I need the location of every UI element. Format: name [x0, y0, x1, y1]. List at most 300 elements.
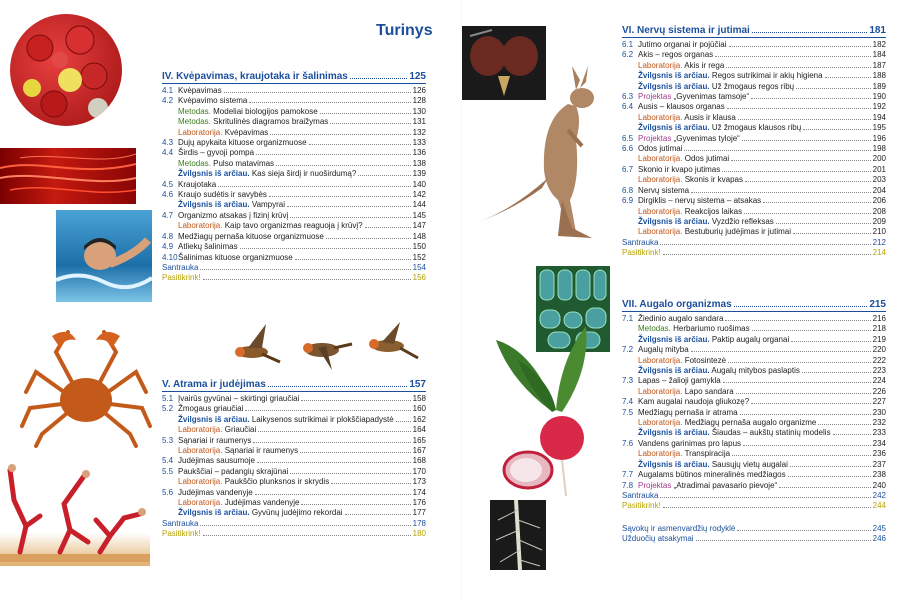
page-number: 238	[872, 470, 886, 480]
page-number: 174	[412, 487, 426, 497]
toc-entry[interactable]	[162, 86, 426, 96]
entry-title	[178, 200, 285, 210]
entry-title	[178, 446, 298, 456]
entry-title	[178, 138, 307, 148]
page-number: 232	[872, 418, 886, 428]
entry-text: Odos jutimai	[684, 154, 730, 164]
toc-list	[162, 86, 426, 263]
entry-text: Dirgiklis – nervų sistema – atsakas	[638, 196, 762, 206]
entry-text: Skritulinės diagramos braižymas	[213, 117, 329, 127]
entry-kind: Laboratorija.	[178, 127, 223, 137]
entry-text: Augalų mitybos paslaptis	[711, 366, 800, 376]
entry-text: Vandens garinimas pro lapus	[638, 438, 742, 448]
section-number: 7.8	[622, 480, 634, 490]
toc-entry[interactable]	[162, 242, 426, 252]
toc-entry[interactable]	[162, 180, 426, 190]
toc-entry[interactable]	[622, 154, 886, 164]
page-number: 162	[412, 414, 426, 424]
toc-entry[interactable]	[622, 196, 886, 206]
toc-entry[interactable]	[622, 345, 886, 355]
page-number: 216	[872, 314, 886, 323]
entry-title	[638, 40, 727, 50]
swimmer-photo	[56, 210, 152, 302]
entry-title	[638, 460, 788, 470]
chapter-heading[interactable]: V. Atrama ir judėjimas 157	[162, 379, 426, 390]
toc-entry[interactable]	[162, 211, 426, 221]
toc-entry[interactable]	[622, 217, 886, 227]
toc-entry[interactable]	[622, 397, 886, 407]
entry-title	[178, 180, 216, 190]
chapter-heading[interactable]: VII. Augalo organizmas 215	[622, 299, 886, 310]
toc-entry[interactable]	[162, 477, 426, 487]
entry-text: Bestuburių judėjimas ir jutimai	[684, 227, 791, 237]
section-number: 6.6	[622, 144, 634, 154]
page-number: 167	[412, 446, 426, 456]
toc-entry[interactable]	[622, 71, 886, 81]
page-number: 164	[412, 425, 426, 435]
toc-entry[interactable]	[162, 436, 426, 446]
entry-kind: Žvilgsnis iš arčiau.	[638, 123, 710, 133]
entry-text: Vyzdžio refleksas	[711, 216, 774, 226]
crab-photo	[16, 322, 156, 450]
entry-title	[638, 186, 689, 196]
page-number: 145	[412, 210, 426, 220]
toc-entry[interactable]	[162, 190, 426, 200]
left-page	[0, 0, 461, 600]
entry-text: Vampyrai	[251, 200, 286, 210]
radish-photo	[490, 320, 616, 500]
page-number: 234	[872, 438, 886, 448]
page-number: 126	[412, 86, 426, 95]
entry-title	[638, 376, 721, 386]
entry-text: Regos sutrikimai ir akių higiena	[711, 71, 823, 81]
toc-entry[interactable]	[622, 50, 886, 60]
toc-entry[interactable]	[622, 207, 886, 217]
toc-entry[interactable]	[162, 169, 426, 179]
entry-title	[638, 82, 794, 92]
section-number: 6.9	[622, 196, 634, 206]
page-number: 168	[412, 456, 426, 466]
entry-text: Organizmo atsakas į fizinį krūvį	[178, 210, 289, 220]
section-number: 5.6	[162, 487, 174, 497]
self-check-entry[interactable]: Pasitikrink! 244	[622, 501, 886, 511]
entry-title	[638, 71, 823, 81]
entry-text: Jutimo organai ir pojūčiai	[638, 40, 727, 49]
toc-entry[interactable]	[622, 324, 886, 334]
entry-text: Kraujo sudėtis ir savybės	[178, 190, 267, 200]
entry-text: Judėjimas vandenyje	[224, 498, 300, 508]
index-entry[interactable]: Sąvokų ir asmenvardžių rodyklė 245	[622, 523, 886, 533]
entry-title	[638, 61, 724, 71]
entry-title	[178, 425, 256, 435]
entry-title	[638, 217, 774, 227]
section-number: 4.7	[162, 210, 174, 220]
toc-entry[interactable]	[622, 418, 886, 428]
toc-entry[interactable]	[162, 498, 426, 508]
toc-entry[interactable]	[162, 138, 426, 148]
toc-entry[interactable]	[622, 366, 886, 376]
summary-entry[interactable]: Santrauka 154	[162, 262, 426, 272]
entry-title	[638, 144, 682, 154]
section-number: 4.5	[162, 179, 174, 189]
entry-text: Žmogaus griaučiai	[178, 404, 244, 414]
toc-chapter-vii	[622, 298, 886, 545]
page-number: 220	[872, 345, 886, 355]
toc-entry[interactable]	[622, 460, 886, 470]
page-number: 184	[872, 50, 886, 60]
entry-title	[178, 169, 356, 179]
entry-title	[178, 253, 293, 263]
entry-text: Medžiagų pernaša ir atrama	[638, 407, 738, 417]
entry-text: Skonio ir kvapo jutimas	[638, 164, 721, 174]
entry-kind: Metodas.	[638, 324, 671, 334]
toc-entry[interactable]	[622, 387, 886, 397]
self-check-entry[interactable]: Pasitikrink! 156	[162, 273, 426, 283]
page-number: 210	[872, 227, 886, 237]
page-number: 128	[412, 96, 426, 106]
entry-title	[638, 165, 720, 175]
page-number: 188	[872, 71, 886, 81]
entry-text: Lapas – žalioji gamykla	[638, 376, 721, 386]
section-number: 7.7	[622, 470, 634, 480]
entry-kind: Laboratorija.	[638, 175, 683, 185]
toc-entry[interactable]	[162, 488, 426, 498]
page-number: 189	[872, 81, 886, 91]
section-number: 5.2	[162, 404, 174, 414]
section-number: 5.3	[162, 435, 174, 445]
entry-text: Žiedinio augalo sandara	[638, 314, 724, 323]
toc-entry[interactable]	[162, 159, 426, 169]
page-number: 219	[872, 334, 886, 344]
section-number: 4.10	[162, 252, 178, 262]
entry-text: Šiaudas – aukštų statinių modelis	[711, 428, 831, 438]
entry-kind: Laboratorija.	[638, 112, 683, 122]
entry-title	[638, 481, 777, 491]
toc-entry[interactable]	[162, 467, 426, 477]
toc-entry[interactable]	[622, 314, 886, 324]
entry-text: Atliekų šalinimas	[178, 242, 238, 252]
entry-text: Už žmogaus klausos ribų	[711, 123, 802, 133]
entry-text: Sąnariai ir raumenys	[224, 446, 299, 456]
toc-entry[interactable]	[622, 470, 886, 480]
page-number: 147	[412, 221, 426, 231]
toc-entry[interactable]	[162, 253, 426, 263]
page-number: 130	[412, 106, 426, 116]
page-number: 176	[412, 498, 426, 508]
page-number: 237	[872, 459, 886, 469]
entry-kind: Projektas	[638, 133, 672, 143]
chapter-heading[interactable]: IV. Kvėpavimas, kraujotaka ir šalinimas 125	[162, 71, 426, 82]
answers-entry[interactable]: Užduočių atsakymai 246	[622, 534, 886, 544]
toc-entry[interactable]	[162, 232, 426, 242]
page-number: 158	[412, 394, 426, 403]
entry-kind: Laboratorija.	[178, 446, 223, 456]
section-number: 7.2	[622, 345, 634, 355]
entry-text: Kraujotaka	[178, 179, 217, 189]
section-number: 7.1	[622, 314, 634, 323]
entry-title	[178, 436, 251, 446]
entry-text: Šalinimas kituose organizmuose	[178, 252, 293, 262]
toc-entry[interactable]	[622, 113, 886, 123]
toc-entry[interactable]	[622, 82, 886, 92]
entry-text: Kaip tavo organizmas reaguoja į krūvį?	[224, 221, 363, 231]
entry-title	[178, 148, 254, 158]
toc-entry[interactable]	[622, 449, 886, 459]
entry-kind: Laboratorija.	[638, 206, 683, 216]
page-number: 226	[872, 386, 886, 396]
toc-entry[interactable]	[162, 446, 426, 456]
page-number: 132	[412, 127, 426, 137]
toc-entry[interactable]	[622, 40, 886, 50]
entry-title	[178, 107, 318, 117]
page-number: 209	[872, 216, 886, 226]
entry-text: Odos jutimai	[638, 144, 683, 154]
entry-title	[638, 113, 736, 123]
page-number: 138	[412, 158, 426, 168]
entry-kind: Metodas.	[178, 106, 211, 116]
entry-text: Paktip augalų organai	[711, 334, 790, 344]
entry-title	[638, 439, 741, 449]
toc-entry[interactable]	[162, 117, 426, 127]
entry-title	[638, 175, 743, 185]
entry-kind: Laboratorija.	[638, 449, 683, 459]
entry-title	[638, 408, 738, 418]
entry-text: Įvairūs gyvūnai – skirtingi griaučiai	[178, 394, 300, 403]
entry-kind: Žvilgsnis iš arčiau.	[178, 200, 250, 210]
entry-text: Reakcijos laikas	[684, 206, 743, 216]
entry-title	[638, 227, 791, 237]
entry-title	[178, 159, 274, 169]
section-number: 5.1	[162, 394, 174, 403]
summary-entry[interactable]: Santrauka 242	[622, 490, 886, 500]
entry-title	[638, 356, 726, 366]
entry-kind: Žvilgsnis iš arčiau.	[178, 414, 250, 424]
toc-entry[interactable]	[622, 428, 886, 438]
entry-kind: Žvilgsnis iš arčiau.	[638, 459, 710, 469]
entry-text: Medžiagų pernaša kituose organizmuose	[178, 231, 324, 241]
entry-title	[638, 196, 761, 206]
toc-entry[interactable]	[622, 134, 886, 144]
entry-title	[638, 154, 729, 164]
flying-birds-photo	[222, 318, 422, 376]
entry-title	[178, 456, 255, 466]
toc-entry[interactable]	[622, 61, 886, 71]
toc-entry[interactable]	[622, 165, 886, 175]
toc-entry[interactable]	[622, 175, 886, 185]
entry-kind: Projektas	[638, 480, 672, 490]
section-number: 5.4	[162, 456, 174, 466]
toc-entry[interactable]	[622, 102, 886, 112]
entry-title	[178, 211, 288, 221]
page-number: 236	[872, 449, 886, 459]
toc-entry[interactable]	[162, 148, 426, 158]
page-number: 133	[412, 138, 426, 148]
page-number: 227	[872, 397, 886, 407]
entry-title	[178, 86, 222, 96]
entry-text: Akis ir rega	[684, 60, 725, 70]
toc-entry[interactable]	[622, 356, 886, 366]
entry-text: Ausis – klausos organas	[638, 102, 725, 112]
toc-entry[interactable]	[622, 227, 886, 237]
toc-entry[interactable]	[622, 408, 886, 418]
section-number: 6.3	[622, 92, 634, 102]
entry-text: Lapo sandara	[684, 386, 734, 396]
toc-entry[interactable]	[162, 394, 426, 404]
entry-title	[638, 397, 749, 407]
toc-entry[interactable]	[622, 439, 886, 449]
entry-title	[638, 314, 723, 324]
entry-title	[638, 92, 749, 102]
entry-title	[638, 123, 801, 133]
entry-kind: Laboratorija.	[178, 477, 223, 487]
entry-kind: Žvilgsnis iš arčiau.	[638, 216, 710, 226]
entry-text: Laikysenos sutrikimai ir plokščiapadystė	[251, 414, 394, 424]
entry-title	[178, 242, 238, 252]
section-number: 7.6	[622, 438, 634, 448]
toc-entry[interactable]	[162, 128, 426, 138]
toc-entry[interactable]	[622, 144, 886, 154]
entry-text: Judėjimas sausumoje	[178, 456, 255, 466]
entry-text: „Gyvenimas tyloje“	[673, 133, 740, 143]
section-number: 6.4	[622, 102, 634, 112]
entry-text: Dujų apykaita kituose organizmuose	[178, 138, 307, 148]
entry-text: Sąnariai ir raumenys	[178, 435, 252, 445]
page-number: 230	[872, 407, 886, 417]
entry-title	[178, 190, 267, 200]
self-check-entry[interactable]: Pasitikrink! 180	[162, 529, 426, 539]
page-number: 192	[872, 102, 886, 112]
toc-entry[interactable]	[162, 221, 426, 231]
section-number: 7.4	[622, 397, 634, 407]
entry-text: Herbariumo ruošimas	[673, 324, 750, 334]
gymnast-photo	[0, 456, 150, 566]
entry-text: Ausis ir klausa	[684, 112, 736, 122]
entry-title	[178, 477, 329, 487]
self-check-entry[interactable]: Pasitikrink! 214	[622, 248, 886, 258]
page-number: 196	[872, 133, 886, 143]
entry-text: Griaučiai	[224, 425, 257, 435]
entry-title	[178, 404, 243, 414]
section-number: 4.8	[162, 231, 174, 241]
page-number: 218	[872, 324, 886, 334]
entry-text: Paukščio plunksnos ir skrydis	[224, 477, 330, 487]
toc-entry[interactable]	[162, 96, 426, 106]
entry-title	[638, 50, 713, 60]
entry-title	[638, 418, 816, 428]
toc-entry[interactable]	[162, 456, 426, 466]
page-number: 200	[872, 154, 886, 164]
entry-kind: Žvilgsnis iš arčiau.	[178, 169, 250, 179]
page-number: 224	[872, 376, 886, 386]
toc-entry[interactable]	[162, 107, 426, 117]
page-number: 140	[412, 179, 426, 189]
entry-title	[638, 428, 831, 438]
page-number: 131	[412, 117, 426, 127]
page-number: 150	[412, 242, 426, 252]
entry-text: Kas sieja širdį ir nuoširdumą?	[251, 169, 357, 179]
chapter-heading[interactable]: VI. Nervų sistema ir jutimai 181	[622, 25, 886, 36]
entry-kind: Žvilgsnis iš arčiau.	[638, 81, 710, 91]
page-number: 177	[412, 508, 426, 518]
toc-list	[162, 394, 426, 519]
entry-title	[638, 449, 730, 459]
entry-kind: Žvilgsnis iš arčiau.	[638, 366, 710, 376]
entry-kind: Laboratorija.	[638, 386, 683, 396]
entry-kind: Laboratorija.	[178, 221, 223, 231]
entry-title	[178, 117, 328, 127]
toc-entry[interactable]	[622, 481, 886, 491]
entry-title	[178, 488, 253, 498]
section-number: 6.1	[622, 40, 634, 49]
toc-list	[622, 40, 886, 238]
entry-title	[638, 324, 750, 334]
entry-kind: Laboratorija.	[638, 60, 683, 70]
section-number: 4.1	[162, 86, 174, 95]
section-number: 5.5	[162, 466, 174, 476]
entry-text: Gyvūnų judėjimo rekordai	[251, 508, 343, 518]
toc-entry[interactable]	[162, 415, 426, 425]
toc-entry[interactable]	[622, 186, 886, 196]
entry-title	[638, 387, 734, 397]
entry-text: Paukščiai – padangių skrajūnai	[178, 466, 289, 476]
section-number: 7.3	[622, 376, 634, 386]
toc-entry[interactable]	[622, 123, 886, 133]
section-number: 7.5	[622, 407, 634, 417]
entry-title	[638, 366, 800, 376]
page-number: 142	[412, 190, 426, 200]
entry-text: Kam augalai naudoja gliukozę?	[638, 397, 750, 407]
toc-entry[interactable]	[622, 92, 886, 102]
entry-text: „Atradimai pavasario pievoje“	[673, 480, 778, 490]
right-page	[462, 0, 923, 600]
page-number: 165	[412, 435, 426, 445]
page-number: 195	[872, 123, 886, 133]
entry-text: Už žmogaus regos ribų	[711, 81, 795, 91]
entry-kind: Laboratorija.	[638, 154, 683, 164]
page-number: 233	[872, 428, 886, 438]
root-hairs-photo	[490, 500, 546, 570]
toc-entry[interactable]	[622, 335, 886, 345]
entry-kind: Laboratorija.	[178, 498, 223, 508]
entry-text: Pulso matavimas	[213, 158, 275, 168]
toc-entry[interactable]	[162, 404, 426, 414]
entry-text: Fotosintezė	[684, 355, 727, 365]
page-number: 136	[412, 148, 426, 158]
page-number: 139	[412, 169, 426, 179]
page-number: 201	[872, 164, 886, 174]
section-number: 4.6	[162, 190, 174, 200]
entry-kind: Žvilgsnis iš arčiau.	[638, 334, 710, 344]
section-number: 6.8	[622, 185, 634, 195]
entry-text: Sausųjų vietų augalai	[711, 459, 788, 469]
toc-entry[interactable]	[162, 200, 426, 210]
summary-entry[interactable]: Santrauka 212	[622, 237, 886, 247]
entry-text: Kvėpavimas	[178, 86, 222, 95]
entry-kind: Žvilgsnis iš arčiau.	[638, 428, 710, 438]
page-number: 190	[872, 92, 886, 102]
summary-entry[interactable]: Santrauka 178	[162, 518, 426, 528]
entry-title	[178, 96, 247, 106]
entry-kind: Laboratorija.	[638, 418, 683, 428]
toc-entry[interactable]	[162, 508, 426, 518]
toc-entry[interactable]	[162, 425, 426, 435]
entry-kind: Žvilgsnis iš arčiau.	[178, 508, 250, 518]
section-number: 4.2	[162, 96, 174, 106]
toc-entry[interactable]	[622, 376, 886, 386]
entry-text: „Gyvenimas tamsoje“	[673, 92, 750, 102]
page-number: 208	[872, 206, 886, 216]
entry-title	[638, 470, 786, 480]
